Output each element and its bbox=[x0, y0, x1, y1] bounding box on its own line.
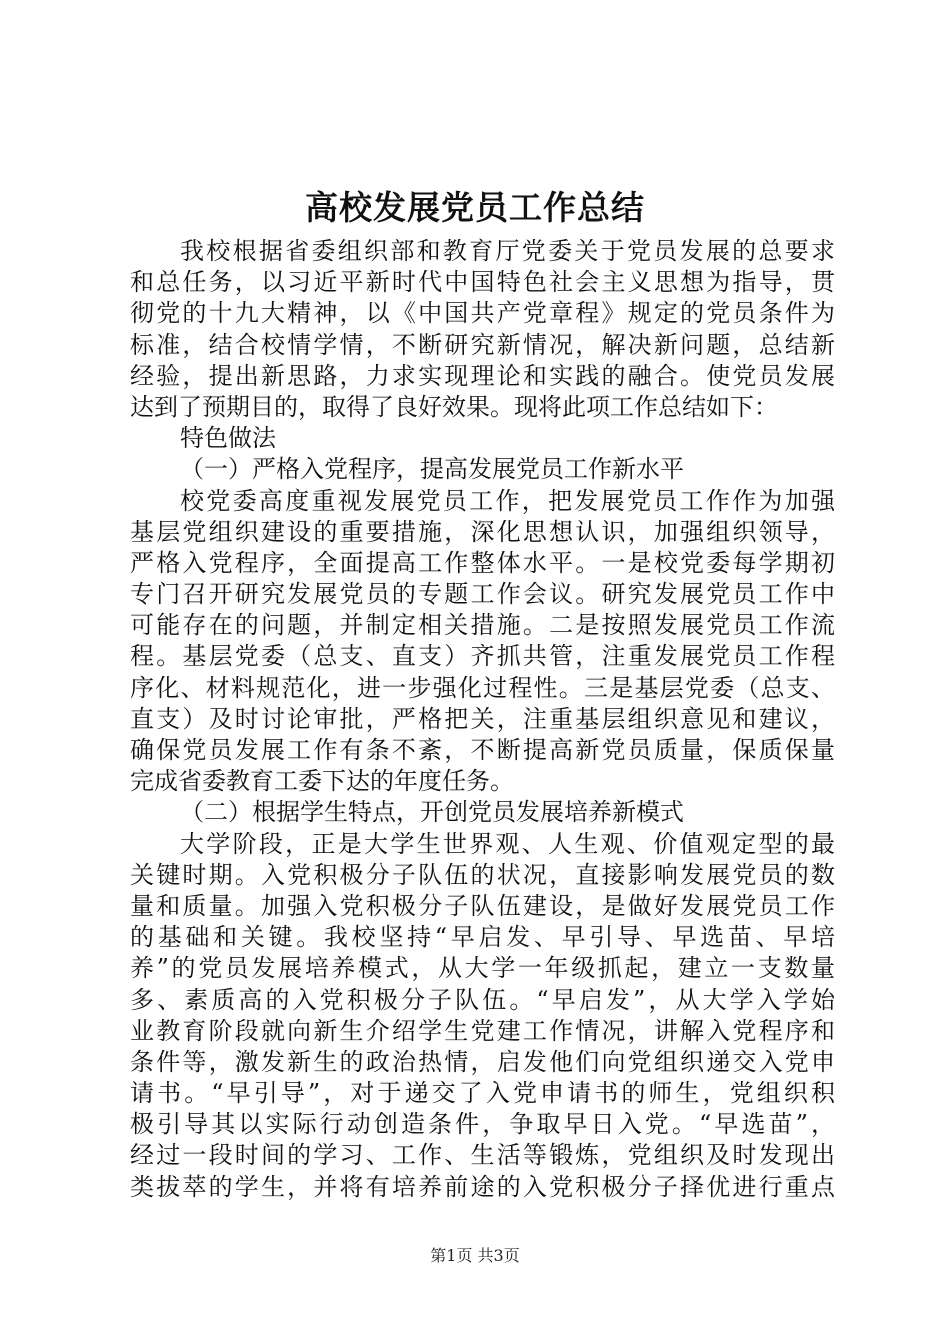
body-text-line: 我校根据省委组织部和教育厅党委关于党员发展的总要求 bbox=[180, 237, 835, 265]
body-text-line: （二）根据学生特点，开创党员发展培养新模式 bbox=[180, 798, 684, 827]
body-text-line: 业教育阶段就向新生介绍学生党建工作情况，讲解入党程序和 bbox=[130, 1016, 835, 1045]
body-text-line: 关键时期。入党积极分子队伍的状况，直接影响发展党员的数 bbox=[130, 860, 835, 889]
body-text-line: 完成省委教育工委下达的年度任务。 bbox=[130, 767, 514, 796]
body-text-line: 基层党组织建设的重要措施，深化思想认识，加强组织领导， bbox=[130, 517, 835, 546]
body-text-line: 极引导其以实际行动创造条件，争取早日入党。“早选苗”， bbox=[130, 1110, 835, 1139]
body-text-line: 大学阶段，正是大学生世界观、人生观、价值观定型的最 bbox=[180, 829, 835, 858]
body-text-line: 经验，提出新思路，力求实现理论和实践的融合。使党员发展 bbox=[130, 361, 835, 390]
body-text-line: 校党委高度重视发展党员工作，把发展党员工作作为加强 bbox=[180, 486, 835, 515]
document-title: 高校发展党员工作总结 bbox=[305, 188, 645, 227]
body-text-line: 专门召开研究发展党员的专题工作会议。研究发展党员工作中 bbox=[130, 580, 835, 609]
body-text-line: 类拔萃的学生，并将有培养前途的入党积极分子择优进行重点 bbox=[130, 1172, 835, 1201]
body-text-line: 直支）及时讨论审批，严格把关，注重基层组织意见和建议， bbox=[130, 704, 835, 733]
body-text-line: （一）严格入党程序，提高发展党员工作新水平 bbox=[180, 455, 684, 484]
body-text-line: 达到了预期目的，取得了良好效果。现将此项工作总结如下： bbox=[130, 392, 778, 421]
body-text-line: 量和质量。加强入党积极分子队伍建设，是做好发展党员工作 bbox=[130, 891, 835, 920]
body-text-line: 程。基层党委（总支、直支）齐抓共管，注重发展党员工作程 bbox=[130, 642, 835, 671]
body-text-line: 确保党员发展工作有条不紊，不断提高新党员质量，保质保量 bbox=[130, 736, 835, 764]
body-text-line: 严格入党程序，全面提高工作整体水平。一是校党委每学期初 bbox=[130, 548, 835, 577]
document-body bbox=[130, 236, 835, 1203]
body-text-line: 养”的党员发展培养模式，从大学一年级抓起，建立一支数量 bbox=[130, 954, 835, 983]
body-text-line: 标准，结合校情学情，不断研究新情况，解决新问题，总结新 bbox=[130, 330, 835, 359]
body-text-line: 和总任务，以习近平新时代中国特色社会主义思想为指导，贯 bbox=[130, 268, 835, 297]
body-text-line: 经过一段时间的学习、工作、生活等锻炼，党组织及时发现出 bbox=[130, 1141, 835, 1170]
page-footer: 第1页 共3页 bbox=[430, 1246, 520, 1265]
body-text-line: 特色做法 bbox=[180, 424, 276, 453]
body-text-line: 可能存在的问题，并制定相关措施。二是按照发展党员工作流 bbox=[130, 611, 835, 640]
body-text-line: 多、素质高的入党积极分子队伍。“早启发”，从大学入学始 bbox=[130, 985, 835, 1014]
body-text-line: 序化、材料规范化，进一步强化过程性。三是基层党委（总支、 bbox=[130, 673, 835, 702]
body-text-line: 的基础和关键。我校坚持“早启发、早引导、早选苗、早培 bbox=[130, 923, 835, 952]
body-text-line: 彻党的十九大精神，以《中国共产党章程》规定的党员条件为 bbox=[130, 299, 835, 328]
body-text-line: 条件等，激发新生的政治热情，启发他们向党组织递交入党申 bbox=[130, 1047, 835, 1076]
body-text-line: 请书。“早引导”，对于递交了入党申请书的师生，党组织积 bbox=[130, 1079, 835, 1108]
